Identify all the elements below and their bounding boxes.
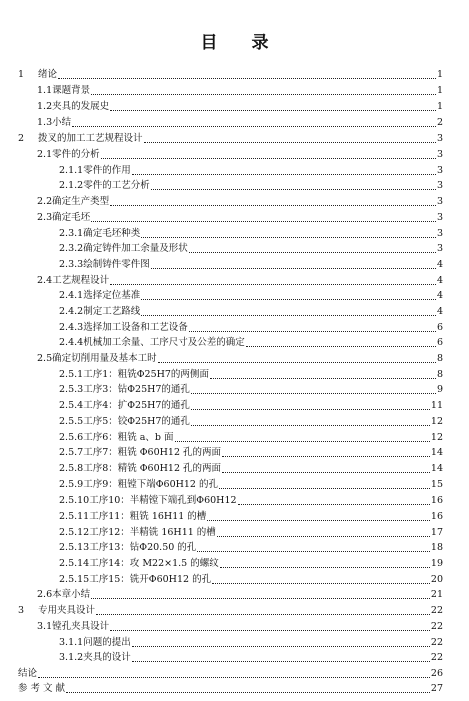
toc-entry-title: 夹具的设计 [83,652,131,663]
toc-entry-title: 工序4：扩Φ25H7的通孔 [83,400,190,411]
toc-entry-page: 21 [430,589,443,600]
toc-entry[interactable] [37,114,443,129]
dot-leader [175,440,430,442]
toc-entry-title: 确定生产类型 [52,196,110,207]
dot-leader [151,267,436,269]
toc-entry-page: 22 [430,652,443,663]
dot-leader [141,314,436,316]
toc-entry-label [59,558,219,570]
toc-entry[interactable] [59,366,443,381]
dot-leader [96,613,430,615]
toc-entry-number: 3.1 [37,621,53,632]
toc-entry-number: 1.1 [37,85,53,96]
toc-entry-title: 选择定位基准 [83,290,141,301]
toc-entry-number: 2.5.14 [59,558,90,569]
toc-entry-title: 工序15：铣开Φ60H12 的孔 [89,574,212,585]
toc-entry[interactable] [59,476,443,491]
toc-entry-number: 2.5.3 [59,384,84,395]
dot-leader [132,173,436,175]
toc-entry-number: 2.3.3 [59,259,84,270]
toc-entry-page: 6 [436,322,443,333]
toc-entry-label [59,652,131,664]
toc-entry[interactable] [59,334,443,349]
toc-entry-label [37,621,109,633]
toc-entry[interactable] [59,444,443,459]
toc-entry-label [59,384,190,396]
toc-entry-title: 确定切削用量及基本工时 [52,353,157,364]
toc-entry-label [59,495,237,507]
toc-entry-page: 14 [430,463,443,474]
toc-entry[interactable] [18,602,443,617]
toc-entry-number: 2.3.1 [59,228,84,239]
dot-leader [72,125,436,127]
toc-entry[interactable] [18,130,443,145]
dot-leader [191,408,430,410]
toc-entry-label [59,228,140,240]
toc-entry-page: 26 [430,668,443,679]
toc-entry-page: 4 [436,306,443,317]
toc-entry-title: 镗孔夹具设计 [52,621,110,632]
toc-entry-label [18,605,95,617]
toc-entry-label [59,463,221,475]
toc-entry-page: 3 [436,228,443,239]
toc-entry-number: 2.2 [37,196,53,207]
toc-entry-title: 工序11：粗铣 16H11 的槽 [89,511,207,522]
dot-leader [222,471,430,473]
dot-leader [222,455,430,457]
toc-entry-page: 4 [436,275,443,286]
dot-leader [38,676,430,678]
toc-entry-page: 19 [430,558,443,569]
toc-entry-title: 选择加工设备和工艺设备 [83,322,188,333]
toc-entry-page: 1 [436,69,443,80]
dot-leader [189,251,436,253]
toc-entry[interactable] [37,618,443,633]
toc-entry-page: 4 [436,290,443,301]
toc-entry-label [18,69,57,81]
toc-entry-title: 零件的分析 [52,149,100,160]
dot-leader [66,691,430,693]
toc-entry-page: 3 [436,212,443,223]
dot-leader [132,645,430,647]
toc-entry-title: 工艺规程设计 [52,275,110,286]
toc-entry-label [37,353,157,365]
toc-entry[interactable] [59,429,443,444]
toc-entry[interactable] [59,256,443,271]
dot-leader [151,188,436,190]
toc-entry[interactable] [59,240,443,255]
toc-entry[interactable] [59,492,443,507]
dot-leader [207,519,430,521]
toc-entry-page: 16 [430,495,443,506]
toc-entry[interactable] [59,649,443,664]
toc-entry-page: 4 [436,259,443,270]
toc-entry-page: 3 [436,243,443,254]
toc-entry-title: 工序14：攻 M22×1.5 的螺纹 [89,558,219,569]
toc-entry[interactable] [59,303,443,318]
toc-entry-title: 工序7：粗铣 Φ60H12 孔的两面 [83,447,222,458]
toc-entry-number: 1.3 [37,117,53,128]
toc-entry-label [37,589,90,601]
toc-entry-number: 2.4 [37,275,53,286]
toc-entry-page: 6 [436,337,443,348]
dot-leader [197,550,430,552]
toc-entry-number: 2.5.5 [59,416,84,427]
toc-entry[interactable] [37,586,443,601]
toc-entry-label [59,637,131,649]
toc-entry-title: 确定铸件加工余量及形状 [83,243,188,254]
toc-entry-number: 3.1.2 [59,652,84,663]
toc-entry-title: 专用夹具设计 [38,605,96,616]
dot-leader [91,93,436,95]
toc-entry-title: 拨叉的加工工艺规程设计 [38,133,143,144]
dot-leader [246,345,436,347]
toc-entry-label [59,165,131,177]
toc-entry-label [37,196,109,208]
toc-entry-page: 2 [436,117,443,128]
toc-entry[interactable] [37,350,443,365]
toc-entry[interactable] [37,98,443,113]
dot-leader [141,298,436,300]
toc-entry-title: 确定毛坯 [52,212,91,223]
toc-entry[interactable] [59,634,443,649]
toc-entry-number: 2.5.11 [59,511,90,522]
toc-entry-title: 工序13：钻Φ20.50 的孔 [89,542,197,553]
dot-leader [238,503,430,505]
toc-entry-page: 8 [436,369,443,380]
toc-entry-number: 2.5.13 [59,542,90,553]
toc-entry-number: 2.5 [37,353,53,364]
toc-entry-page: 18 [430,542,443,553]
toc-entry-title: 课题背景 [52,85,91,96]
toc-entry[interactable] [37,82,443,97]
dot-leader [191,424,430,426]
toc-entry[interactable] [18,665,443,680]
toc-entry-label [37,212,90,224]
toc-entry-number: 2.5.8 [59,463,84,474]
toc-entry-page: 1 [436,85,443,96]
dot-leader [189,330,436,332]
toc-entry-number: 2.5.7 [59,447,84,458]
toc-entry[interactable] [59,571,443,586]
toc-entry-label [59,243,188,255]
toc-entry-page: 3 [436,149,443,160]
toc-title: 目 录 [200,33,283,53]
toc-entry-page: 3 [436,165,443,176]
toc-entry-title: 制定工艺路线 [83,306,141,317]
toc-entry[interactable] [59,381,443,396]
toc-entry-page: 12 [430,432,443,443]
toc-entry-page: 22 [430,637,443,648]
toc-entry-page: 3 [436,133,443,144]
toc-entry-title: 绘制铸件零件图 [83,259,150,270]
toc-entry[interactable] [59,225,443,240]
toc-entry-number: 2.1.1 [59,165,84,176]
toc-entry-page: 20 [430,574,443,585]
toc-entry-title: 工序12：半精铣 16H11 的槽 [89,527,216,538]
toc-entry[interactable] [59,162,443,177]
toc-entry-title: 工序3：钻Φ25H7的通孔 [83,384,190,395]
dot-leader [220,566,430,568]
toc-entry-label [59,416,190,428]
toc-entry-page: 9 [436,384,443,395]
toc-entry-number: 1 [18,69,25,80]
toc-entry-label [59,180,150,192]
toc-entry[interactable] [18,66,443,81]
toc-entry-title: 工序5：铰Φ25H7的通孔 [83,416,190,427]
toc-entry-number: 3.1.1 [59,637,84,648]
toc-entry-label [18,668,37,680]
dot-leader [212,582,430,584]
toc-entry[interactable] [59,508,443,523]
toc-entry-page: 17 [430,527,443,538]
dot-leader [132,660,430,662]
toc-entry[interactable] [59,524,443,539]
toc-entry[interactable] [18,680,443,695]
dot-leader [144,141,436,143]
toc-entry-label [18,683,65,695]
dot-leader [158,361,436,363]
toc-entry-label [59,306,140,318]
toc-entry-title: 工序6：粗铣 a、b 面 [83,432,174,443]
toc-entry-page: 22 [430,621,443,632]
toc-entry-label [59,290,140,302]
toc-entry-title: 本章小结 [52,589,91,600]
toc-entry[interactable] [59,287,443,302]
toc-entry-number: 2.1 [37,149,53,160]
toc-entry-number: 2.4.4 [59,337,84,348]
toc-entry-number: 2.1.2 [59,180,84,191]
toc-entry[interactable] [59,177,443,192]
toc-entry-number: 3 [18,605,25,616]
toc-entry-page: 15 [430,479,443,490]
toc-entry-title: 工序9：粗镗下端Φ60H12 的孔 [83,479,219,490]
dot-leader [110,109,436,111]
toc-entry-page: 3 [436,196,443,207]
toc-entry-label [37,85,90,97]
toc-entry-label [37,275,109,287]
toc-entry-number: 2.5.4 [59,400,84,411]
toc-entry-label [37,149,100,161]
toc-entry-title: 工序10：半精镗下端孔到Φ60H12 [89,495,237,506]
toc-entry-page: 3 [436,180,443,191]
toc-entry-title: 工序1：粗铣Φ25H7的两侧面 [83,369,209,380]
toc-entry[interactable] [59,397,443,412]
toc-entry-label [37,101,109,113]
toc-entry-page: 8 [436,353,443,364]
toc-entry-label [59,574,211,586]
toc-entry-number: 2.5.10 [59,495,90,506]
toc-entry-page: 1 [436,101,443,112]
dot-leader [110,629,430,631]
toc-entry[interactable] [59,319,443,334]
toc-entry-number: 2.6 [37,589,53,600]
dot-leader [217,535,430,537]
toc-entry-number: 2.5.9 [59,479,84,490]
toc-entry-label [59,447,221,459]
dot-leader [141,236,436,238]
dot-leader [91,220,436,222]
toc-entry-title: 确定毛坯种类 [83,228,141,239]
toc-entry-label [37,117,71,129]
dot-leader [110,283,436,285]
toc-entry-label [59,527,216,539]
dot-leader [91,597,430,599]
toc-entry-page: 16 [430,511,443,522]
toc-entry[interactable] [59,555,443,570]
toc-entry-page: 27 [430,683,443,694]
toc-entry-title: 机械加工余量、工序尺寸及公差的确定 [83,337,245,348]
toc-entry-label [59,400,190,412]
toc-entry[interactable] [59,539,443,554]
dot-leader [210,377,436,379]
toc-entry-number: 1.2 [37,101,53,112]
dot-leader [58,77,436,79]
toc-entry[interactable] [37,209,443,224]
toc-entry-title: 结论 [18,668,38,679]
toc-entry-title: 零件的作用 [83,165,131,176]
toc-entry-label [59,322,188,334]
toc-entry-number: 2.5.12 [59,527,90,538]
toc-entry-label [59,542,196,554]
toc-entry-number: 2.5.6 [59,432,84,443]
toc-entry-label [59,432,174,444]
toc-entry-number: 2.4.1 [59,290,84,301]
toc-entry-label [59,369,209,381]
dot-leader [101,157,436,159]
toc-entry-label [59,511,206,523]
toc-entry-number: 2.4.2 [59,306,84,317]
toc-entry-number: 2.5.15 [59,574,90,585]
toc-entry-title: 问题的提出 [83,637,131,648]
toc-entry-title: 绪论 [38,69,58,80]
toc-entry-title: 参 考 文 献 [18,683,66,694]
toc-entry-label [59,479,218,491]
toc-entry-number: 2.4.3 [59,322,84,333]
toc-entry[interactable] [37,272,443,287]
dot-leader [191,392,436,394]
toc-entry-number: 2.3 [37,212,53,223]
toc-entry-page: 22 [430,605,443,616]
toc-entry-title: 小结 [52,117,72,128]
toc-entry[interactable] [37,193,443,208]
toc-entry-title: 工序8：精铣 Φ60H12 孔的两面 [83,463,222,474]
toc-entry[interactable] [37,146,443,161]
toc-entry-title: 零件的工艺分析 [83,180,150,191]
toc-entry-number: 2.5.1 [59,369,84,380]
dot-leader [110,204,436,206]
toc-entry-number: 2 [18,133,25,144]
toc-entry-number: 2.3.2 [59,243,84,254]
toc-entry-label [59,259,150,271]
toc-entry-label [59,337,245,349]
toc-entry-title: 夹具的发展史 [52,101,110,112]
toc-entry-label [18,133,143,145]
toc-entry-page: 14 [430,447,443,458]
toc-entry[interactable] [59,413,443,428]
toc-entry-page: 11 [430,400,443,411]
dot-leader [219,487,430,489]
toc-entry-page: 12 [430,416,443,427]
toc-entry[interactable] [59,460,443,475]
